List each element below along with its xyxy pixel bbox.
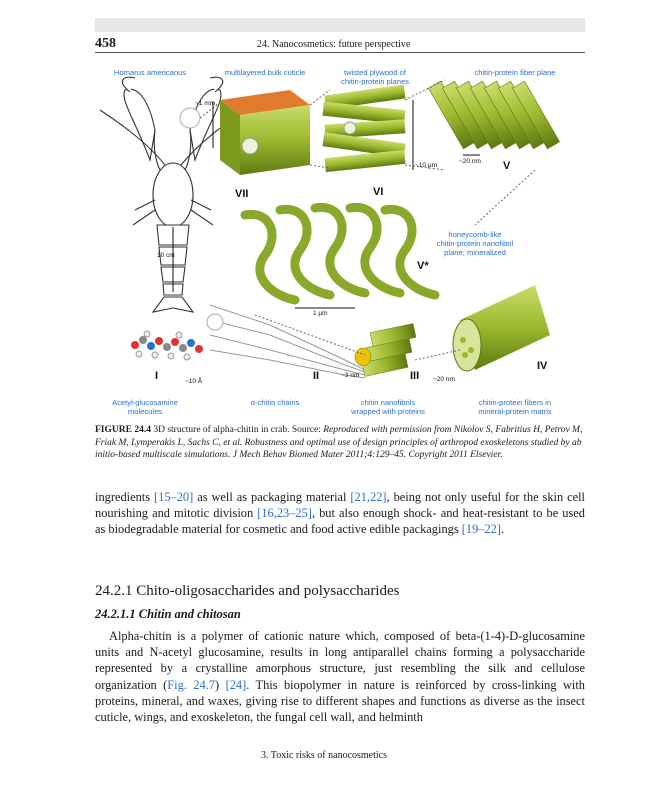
label-fibers-matrix: chitin-protein fibers in mineral-protein matrix xyxy=(478,398,552,416)
dim-um10: ~10 μm xyxy=(415,162,437,169)
caption-label: FIGURE 24.4 xyxy=(95,425,151,435)
p2-text-2: ) xyxy=(215,677,226,692)
ref-link[interactable]: [21,22] xyxy=(350,490,387,504)
roman-VI: VI xyxy=(373,186,384,198)
p1-text-4: , but also enough shock- and heat-resistant to be used as biodegradable material for cosmetic and food active edible packagings xyxy=(95,506,585,537)
p1-text-3: , being not only useful for the skin cell nourishing and mitotic division xyxy=(95,490,585,521)
dim-nm3: ~3 nm xyxy=(341,372,360,379)
label-homarus: Homarus americanus xyxy=(113,68,187,77)
chitin-chains xyxy=(207,305,365,378)
molecule-cluster xyxy=(131,331,203,360)
page-footer: 3. Toxic risks of nanocosmetics xyxy=(260,750,388,761)
dim-cm: 10 cm xyxy=(157,252,175,259)
p1-text-1: ingredients xyxy=(95,490,155,504)
label-nanofibrils: chitin nanofibrils wrapped with proteins xyxy=(351,398,425,416)
label-bulk-cuticle: multilayered bulk cuticle xyxy=(224,68,306,77)
caption-text: 3D structure of alpha-chitin in crab. Source: xyxy=(153,425,324,435)
label-fiber-plane: chitin-protein fiber plane xyxy=(474,68,556,77)
dim-nm20b: ~20 nm xyxy=(433,376,455,383)
dim-angstrom: ~10 Å xyxy=(185,378,203,385)
paragraph-2 xyxy=(95,628,585,725)
figure-caption xyxy=(95,424,585,462)
figure-24-4 xyxy=(95,60,585,420)
label-acetyl: Acetyl-glucosamine molecules xyxy=(112,398,178,416)
roman-II: II xyxy=(313,370,320,382)
ref-link[interactable]: [15–20] xyxy=(154,490,194,504)
ref-link[interactable]: [16,23–25] xyxy=(257,506,312,521)
fiber-plane xyxy=(428,81,559,149)
figure-link[interactable]: Fig. 24.7 xyxy=(167,677,216,692)
subsection-heading: 24.2.1.1 Chitin and chitosan xyxy=(95,607,241,621)
running-head: 24. Nanocosmetics: future perspective xyxy=(257,39,411,50)
label-alpha-chitin: α-chitin chains xyxy=(250,398,300,407)
dim-mm: ~1 mm xyxy=(195,100,216,107)
paragraph-1 xyxy=(95,489,585,538)
roman-V: V xyxy=(503,160,511,172)
nanofibril-bundle xyxy=(355,324,416,377)
roman-IV: IV xyxy=(537,360,548,372)
plywood-stack xyxy=(322,85,405,173)
dim-um1: 1 μm xyxy=(313,310,328,317)
p1-text-2: as well as packaging material xyxy=(193,490,351,504)
bulk-cuticle-block xyxy=(220,90,310,175)
p2-text-1: Alpha-chitin is a polymer of cationic nature which, composed of beta-(1-4)-D-glucosamine units and N-acetyl glucosamine, results in long antiparallel chains forming a polysaccharide represented by a crystalline amorphous structure, just resembling the silk and cellulose organization ( xyxy=(95,629,585,692)
ref-link[interactable]: [24] xyxy=(225,677,247,692)
p1-text-5: . xyxy=(501,522,505,537)
page-number: 458 xyxy=(95,36,116,51)
label-honeycomb: honeycomb-like chitin-protein nanofibril plane; mineralized xyxy=(436,230,514,257)
label-plywood: twisted plywood of chitin-protein planes xyxy=(341,68,409,86)
honeycomb-fibrils xyxy=(245,207,435,300)
roman-III: III xyxy=(410,370,420,382)
roman-VII: VII xyxy=(235,188,249,200)
roman-V-star: V* xyxy=(417,260,429,272)
zoom-circle xyxy=(180,108,200,128)
header-rule xyxy=(95,52,585,53)
header-band xyxy=(95,18,585,32)
caption-source: Reproduced with permission from Nikolov S, Fabritius H, Petrov M, Friak M, Lymperakis L, Sachs C, et al. Robustness and optimal use of design principles of arthropod exoskeletons studied by ab initio-based multiscale simulations. J Mech Behav Biomed Mater 2011;4:129–45. Copyright 2011 Elsevier. xyxy=(95,425,583,460)
section-heading: 24.2.1 Chito-oligosaccharides and polysaccharides xyxy=(95,583,400,599)
roman-I: I xyxy=(155,370,159,382)
p2-text-3: . This biopolymer in nature is reinforced by cross-linking with proteins, mineral, and waxes, giving rise to different shapes and functions as diverse as the insect cuticle, wings, and exoskeleton, the fungal cell wall, and helminth xyxy=(95,677,585,725)
fiber-cylinder xyxy=(453,285,550,371)
ref-link[interactable]: [19–22] xyxy=(461,522,501,537)
dim-nm20a: ~20 nm xyxy=(459,158,481,165)
